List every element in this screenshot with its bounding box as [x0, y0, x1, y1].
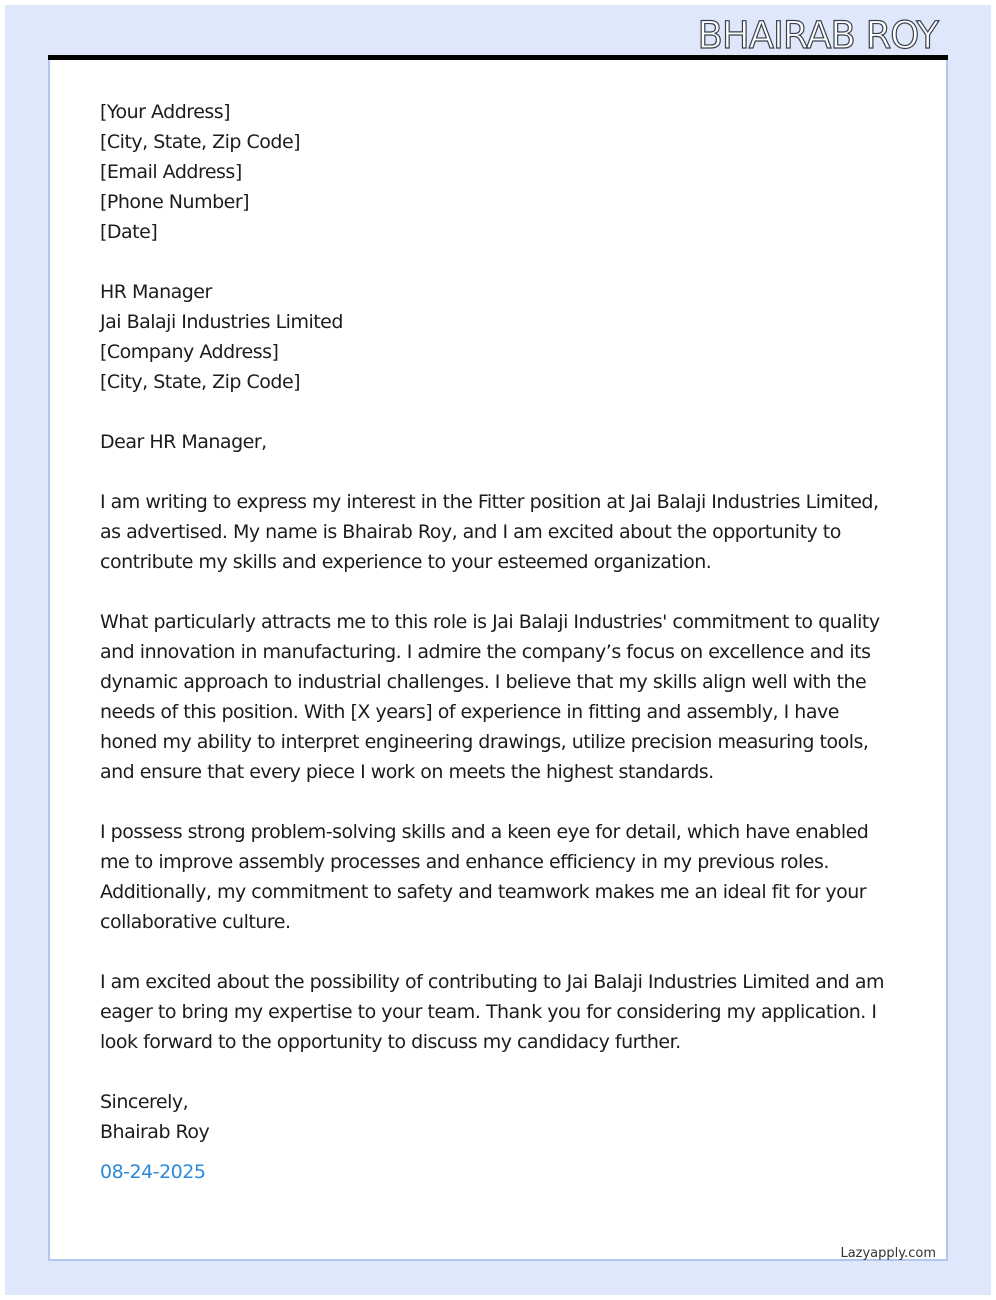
valediction: Sincerely,	[100, 1091, 189, 1113]
recipient-address: [Company Address]	[100, 341, 279, 363]
cover-letter-body	[100, 97, 900, 1187]
applicant-name-heading: BHAIRAB ROY	[697, 14, 938, 57]
body-paragraph: I possess strong problem-solving skills and a keen eye for detail, which have enabled me to improve assembly processes and enhance efficiency in my previous roles. Additionally, my commitment to safety and teamwork makes me an ideal fit for your collaborative culture.	[100, 821, 869, 933]
closing-block	[100, 1087, 900, 1187]
salutation: Dear HR Manager,	[100, 431, 267, 453]
recipient-company: Jai Balaji Industries Limited	[100, 311, 343, 333]
signed-date: 08-24-2025	[100, 1161, 206, 1183]
recipient-city-state-zip: [City, State, Zip Code]	[100, 371, 301, 393]
sender-city-state-zip: [City, State, Zip Code]	[100, 131, 301, 153]
body-paragraph: I am writing to express my interest in the Fitter position at Jai Balaji Industries Limited, as advertised. My name is Bhairab Roy, and I am excited about the opportunity to contribute my skills and experience to your esteemed organization.	[100, 491, 879, 573]
body-paragraph: I am excited about the possibility of contributing to Jai Balaji Industries Limited and am eager to bring my expertise to your team. Thank you for considering my application. I look forward to the opportunity to discuss my candidacy further.	[100, 971, 885, 1053]
recipient-title: HR Manager	[100, 281, 212, 303]
sender-address: [Your Address]	[100, 101, 231, 123]
body-paragraph: What particularly attracts me to this role is Jai Balaji Industries' commitment to quality and innovation in manufacturing. I admire the company’s focus on excellence and its dynamic approach to industrial challenges. I believe that my skills align well with the needs of this position. With [X years] of experience in fitting and assembly, I have honed my ability to interpret engineering drawings, utilize precision measuring tools, and ensure that every piece I work on meets the highest standards.	[100, 611, 880, 783]
footer-brand-label: Lazyapply.com	[840, 1246, 936, 1261]
sender-phone: [Phone Number]	[100, 191, 250, 213]
sender-email: [Email Address]	[100, 161, 242, 183]
sender-date: [Date]	[100, 221, 158, 243]
sender-block	[100, 97, 900, 247]
recipient-block	[100, 277, 900, 397]
signature-name: Bhairab Roy	[100, 1121, 210, 1143]
